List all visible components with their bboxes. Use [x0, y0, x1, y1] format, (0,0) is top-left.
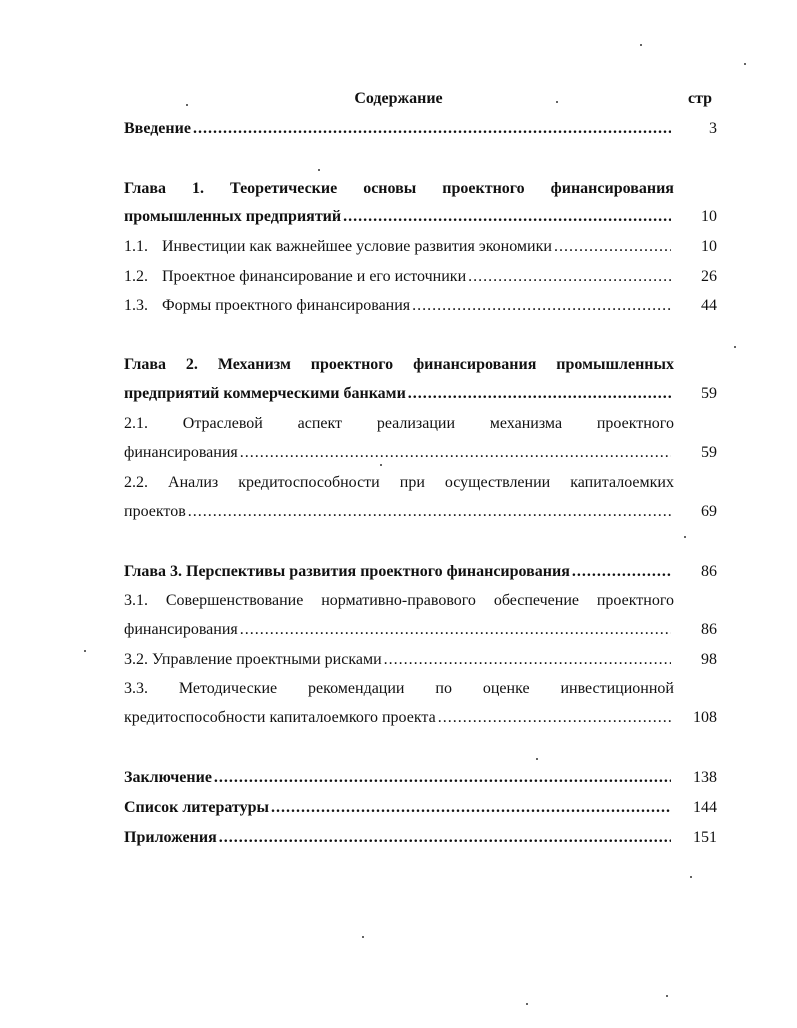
entry-page: 26: [701, 268, 717, 285]
chapter-2-title-cont[interactable]: [124, 385, 671, 407]
toc-entry-conclusion[interactable]: [124, 769, 671, 791]
toc-entry-2-2-cont[interactable]: [124, 503, 671, 525]
word: рекомендации: [308, 680, 405, 697]
word: при: [399, 474, 425, 491]
entry-label: Приложения: [124, 829, 217, 846]
entry-page: 69: [701, 503, 717, 520]
section-number: 1.2.: [124, 268, 148, 285]
word: аспект: [297, 415, 343, 432]
entry-page: 44: [701, 297, 717, 314]
toc-entry-3-3[interactable]: [124, 680, 674, 702]
toc-entry-3-2[interactable]: [124, 651, 671, 673]
word: 3.1.: [124, 592, 148, 609]
leader-dots: [214, 769, 671, 787]
entry-label: Список литературы: [124, 799, 269, 816]
entry-label: 3.2. Управление проектными рисками: [124, 651, 382, 668]
leader-dots: [468, 268, 671, 286]
toc-entry-3-1[interactable]: [124, 592, 674, 614]
leader-dots: [554, 238, 671, 256]
title-word: проектного: [442, 180, 525, 197]
leader-dots: [343, 208, 671, 226]
entry-label: финансирования: [124, 444, 238, 461]
title-word: финансирования: [550, 180, 674, 197]
title-word: Механизм: [217, 356, 291, 373]
scan-speck: [666, 995, 668, 997]
word: обеспечение: [493, 592, 579, 609]
toc-entry-2-2[interactable]: [124, 474, 674, 496]
word: проектного: [596, 592, 674, 609]
title-word: Теоретические: [230, 180, 338, 197]
scan-speck: [556, 101, 558, 103]
entry-page: 3: [709, 120, 717, 137]
entry-page: 98: [701, 651, 717, 668]
entry-page: 59: [701, 444, 717, 461]
scan-speck: [380, 464, 382, 466]
word: механизма: [489, 415, 563, 432]
scan-speck: [84, 650, 86, 652]
leader-dots: [240, 621, 671, 639]
leader-dots: [219, 829, 671, 847]
leader-dots: [412, 297, 671, 315]
leader-dots: [438, 709, 671, 727]
chapter-2-title[interactable]: [124, 356, 674, 378]
entry-page: 144: [693, 799, 717, 816]
leader-dots: [572, 563, 671, 581]
page-title: Содержание: [354, 90, 443, 107]
word: оценке: [482, 680, 530, 697]
scan-speck: [744, 63, 746, 65]
entry-label: кредитоспособности капиталоемкого проекта: [124, 709, 436, 726]
toc-entry-appendix[interactable]: [124, 829, 671, 851]
section-number: 1.1.: [124, 238, 148, 255]
word: по: [435, 680, 452, 697]
title-word: проектного: [310, 356, 394, 373]
leader-dots: [193, 120, 671, 138]
title-word: промышленных: [556, 356, 674, 373]
entry-page: 10: [701, 208, 717, 225]
word: 3.3.: [124, 680, 148, 697]
word: реализации: [376, 415, 456, 432]
word: 2.1.: [124, 415, 148, 432]
entry-label: Глава 3. Перспективы развития проектного финансирования: [124, 563, 570, 580]
entry-page: 108: [693, 709, 717, 726]
word: проектного: [596, 415, 674, 432]
word: Методические: [178, 680, 278, 697]
leader-dots: [408, 385, 671, 403]
chapter-1-title-cont[interactable]: [124, 208, 671, 230]
scan-speck: [536, 758, 538, 760]
toc-entry-1-3[interactable]: [124, 297, 671, 319]
entry-label: Формы проектного финансирования: [162, 297, 411, 314]
leader-dots: [384, 651, 671, 669]
scan-speck: [362, 936, 364, 938]
toc-entry-3-3-cont[interactable]: [124, 709, 671, 731]
scan-speck: [684, 536, 686, 538]
word: Отраслевой: [182, 415, 263, 432]
title-word: Глава: [124, 356, 166, 373]
chapter-3-title[interactable]: [124, 563, 671, 585]
scan-speck: [734, 346, 736, 348]
title-word: основы: [363, 180, 417, 197]
entry-label: Заключение: [124, 769, 212, 786]
entry-label: предприятий коммерческими банками: [124, 385, 406, 402]
section-number: 1.3.: [124, 297, 148, 314]
scan-speck: [318, 169, 320, 171]
title-word: 2.: [185, 356, 198, 373]
entry-page: 138: [693, 769, 717, 786]
entry-label: Введение: [124, 120, 191, 137]
entry-label: проектов: [124, 503, 186, 520]
entry-label: промышленных предприятий: [124, 208, 342, 225]
entry-page: 59: [701, 385, 717, 402]
page-column-header: стр: [688, 90, 713, 107]
toc-entry-3-1-cont[interactable]: [124, 621, 671, 643]
leader-dots: [240, 444, 671, 462]
entry-page: 151: [693, 829, 717, 846]
scan-speck: [526, 1003, 528, 1005]
scan-speck: [640, 44, 642, 46]
toc-entry-intro[interactable]: [124, 120, 671, 142]
scan-speck: [186, 104, 188, 106]
word: 2.2.: [124, 474, 148, 491]
entry-label: Проектное финансирование и его источники: [162, 268, 467, 285]
word: Анализ: [168, 474, 219, 491]
scan-speck: [690, 876, 692, 878]
toc-entry-1-1[interactable]: [124, 238, 671, 260]
entry-page: 86: [701, 563, 717, 580]
word: капиталоемких: [570, 474, 674, 491]
chapter-1-title[interactable]: [124, 180, 674, 202]
entry-page: 10: [701, 238, 717, 255]
toc-entry-references[interactable]: [124, 799, 671, 821]
word: Совершенствование: [165, 592, 304, 609]
entry-page: 86: [701, 621, 717, 638]
title-word: финансирования: [413, 356, 537, 373]
title-word: Глава: [124, 180, 166, 197]
leader-dots: [188, 503, 671, 521]
leader-dots: [271, 799, 671, 817]
word: инвестиционной: [560, 680, 674, 697]
entry-label: Инвестиции как важнейшее условие развития экономики: [162, 238, 552, 255]
word: кредитоспособности: [238, 474, 380, 491]
title-word: 1.: [192, 180, 204, 197]
entry-label: финансирования: [124, 621, 238, 638]
toc-entry-2-1-cont[interactable]: [124, 444, 671, 466]
toc-entry-2-1[interactable]: [124, 415, 674, 437]
word: нормативно-правового: [321, 592, 476, 609]
toc-entry-1-2[interactable]: [124, 268, 671, 290]
word: осуществлении: [444, 474, 551, 491]
